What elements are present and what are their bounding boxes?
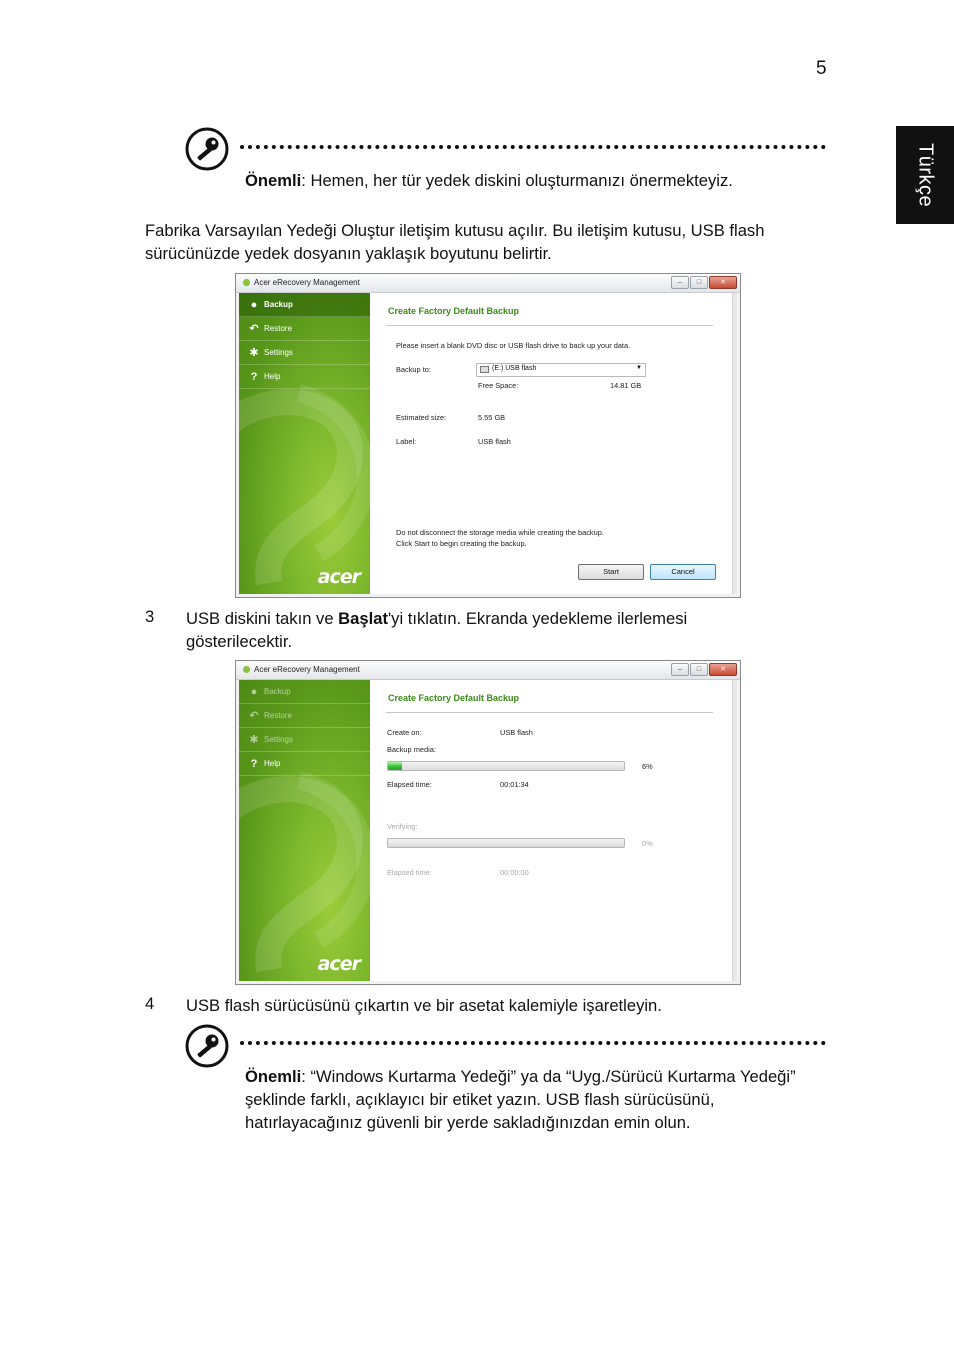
heading-divider: [386, 325, 713, 326]
step-number: 4: [145, 994, 155, 1013]
verify-progress-bar: [387, 838, 625, 848]
verifying-label: Verifying:: [387, 822, 418, 831]
maximize-button[interactable]: □: [690, 276, 708, 289]
window-controls: [671, 663, 737, 676]
scrollbar[interactable]: [732, 293, 737, 594]
sidebar-item-restore[interactable]: [239, 317, 370, 341]
backup-media-label: Backup media:: [387, 745, 436, 754]
app-icon: [242, 278, 251, 287]
backup-content-panel: [370, 293, 737, 594]
language-tab: [896, 126, 954, 224]
sidebar-item-help[interactable]: [239, 752, 370, 776]
label-value: USB flash: [478, 437, 511, 446]
estimated-size-label: Estimated size:: [396, 413, 447, 422]
verify-percent: 0%: [642, 839, 653, 848]
create-on-label: Create on:: [387, 728, 422, 737]
note-important-1: [245, 169, 825, 192]
free-space-label: Free Space:: [478, 381, 519, 390]
elapsed-time-label: Elapsed time:: [387, 780, 432, 789]
backup-percent: 6%: [642, 762, 653, 771]
language-tab-label: Türkçe: [914, 142, 937, 208]
backup-progress-fill: [388, 762, 402, 770]
scrollbar[interactable]: [732, 680, 737, 981]
page-number: 5: [816, 58, 827, 79]
step-3-text: [186, 607, 786, 653]
warning-text-2: Click Start to begin creating the backup.: [396, 539, 527, 548]
free-space-value: 14.81 GB: [610, 381, 642, 390]
sidebar-item-label: Backup: [264, 300, 293, 309]
sidebar-item-help[interactable]: [239, 365, 370, 389]
dialog-heading: Create Factory Default Backup: [388, 693, 520, 703]
app-icon: [242, 665, 251, 674]
elapsed-time-value: 00:01:34: [500, 780, 529, 789]
key-icon: [185, 1024, 229, 1068]
help-icon: ?: [250, 370, 258, 383]
screenshot-progress-dialog: [235, 660, 741, 985]
sidebar-item-backup[interactable]: [239, 680, 370, 704]
progress-content-panel: [370, 680, 737, 981]
acer-logo: acer: [317, 953, 360, 975]
screenshot-backup-dialog: [235, 273, 741, 598]
window-title: Acer eRecovery Management: [254, 665, 360, 674]
sidebar-item-backup[interactable]: [239, 293, 370, 317]
heading-divider: [386, 712, 713, 713]
acer-logo: acer: [317, 566, 360, 588]
elapsed-time-value: 00:00:00: [500, 868, 529, 877]
step-number: 3: [145, 607, 155, 626]
gear-icon: ✱: [249, 734, 259, 746]
close-button[interactable]: ✕: [709, 663, 737, 676]
note-divider: [240, 145, 826, 149]
restore-icon: ↶: [249, 710, 259, 722]
restore-icon: ↶: [249, 323, 259, 335]
backup-to-value: (E:) USB flash: [492, 365, 537, 372]
note-label: Önemli: [245, 171, 302, 190]
instruction-text: Please insert a blank DVD disc or USB flash drive to back up your data.: [396, 341, 631, 350]
chevron-down-icon: ▼: [636, 365, 642, 371]
window-controls: [671, 276, 737, 289]
sidebar-item-label: Settings: [264, 735, 293, 744]
sidebar-item-restore[interactable]: [239, 704, 370, 728]
window-titlebar: [236, 661, 740, 680]
note-text: : “Windows Kurtarma Yedeği” ya da “Uyg./Sürücü Kurtarma Yedeği” şeklinde farklı, açıklayıcı bir etiket yazın. USB flash sürücüsünü, hatırlayacağınız güvenli bir yerde sakladığınızdan emin olun.: [245, 1067, 796, 1132]
step-3-pre: USB diskini takın ve: [186, 609, 339, 628]
backup-to-label: Backup to:: [396, 365, 431, 374]
note-label: Önemli: [245, 1067, 302, 1086]
gear-icon: ✱: [249, 347, 259, 359]
key-icon: [185, 127, 229, 171]
sidebar-item-label: Settings: [264, 348, 293, 357]
label-label: Label:: [396, 437, 417, 446]
sidebar-item-label: Restore: [264, 324, 293, 333]
step-4-text: USB flash sürücüsünü çıkartın ve bir asetat kalemiyle işaretleyin.: [186, 996, 662, 1015]
note-text: : Hemen, her tür yedek diskini oluşturmanızı önermekteyiz.: [301, 171, 733, 190]
backup-to-dropdown[interactable]: [476, 363, 646, 377]
usb-drive-icon: [480, 366, 489, 373]
sidebar: [239, 293, 370, 594]
sidebar-item-label: Backup: [264, 687, 291, 696]
note-divider: [240, 1041, 826, 1045]
step-3-bold: Başlat: [338, 609, 388, 628]
step-3-post: 'yi tıklatın. Ekranda yedekleme ilerlemesi gösterilecektir.: [186, 609, 688, 651]
warning-text-1: Do not disconnect the storage media while creating the backup.: [396, 528, 604, 537]
sidebar-item-settings[interactable]: [239, 728, 370, 752]
window-titlebar: [236, 274, 740, 293]
window-title: Acer eRecovery Management: [254, 278, 360, 287]
backup-progress-bar: [387, 761, 625, 771]
dialog-heading: Create Factory Default Backup: [388, 306, 520, 316]
minimize-button[interactable]: –: [671, 276, 689, 289]
maximize-button[interactable]: □: [690, 663, 708, 676]
sidebar-item-label: Restore: [264, 711, 293, 720]
close-button[interactable]: ✕: [709, 276, 737, 289]
intro-paragraph: Fabrika Varsayılan Yedeği Oluştur iletişim kutusu açılır. Bu iletişim kutusu, USB flash sürücünüzde yedek dosyanın yaklaşık boyutunu belirtir.: [145, 221, 765, 263]
backup-icon: ●: [250, 685, 258, 698]
backup-icon: ●: [250, 298, 258, 311]
sidebar: [239, 680, 370, 981]
cancel-button[interactable]: Cancel: [650, 564, 716, 580]
minimize-button[interactable]: –: [671, 663, 689, 676]
start-button[interactable]: Start: [578, 564, 644, 580]
note-important-2: [245, 1065, 825, 1134]
create-on-value: USB flash: [500, 728, 533, 737]
sidebar-item-settings[interactable]: [239, 341, 370, 365]
help-icon: ?: [250, 757, 258, 770]
estimated-size-value: 5.55 GB: [478, 413, 506, 422]
sidebar-item-label: Help: [264, 372, 281, 381]
elapsed-time-label: Elapsed time:: [387, 868, 432, 877]
sidebar-item-label: Help: [264, 759, 281, 768]
